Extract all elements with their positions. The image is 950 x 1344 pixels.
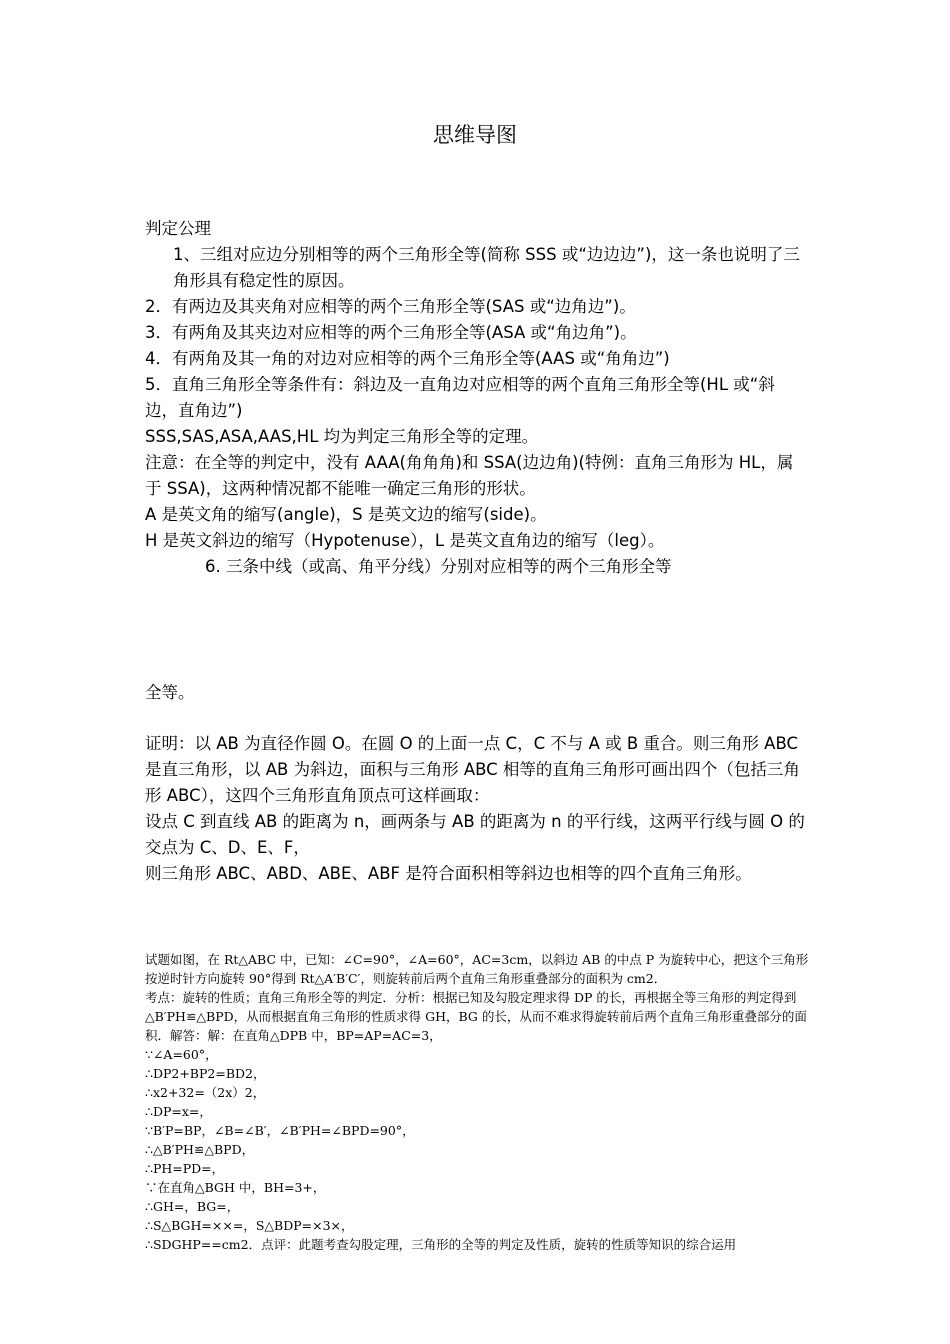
- paragraph-asa: 3．有两角及其夹边对应相等的两个三角形全等(ASA 或“角边角”)。: [145, 323, 637, 342]
- paragraph-theorems: SSS,SAS,ASA,AAS,HL 均为判定三角形全等的定理。: [145, 427, 539, 446]
- paragraph-proof: 证明：以 AB 为直径作圆 O。在圆 O 的上面一点 C，C 不与 A 或 B 重合。则三角形 ABC 是直三角形，以 AB 为斜边，面积与三角形 ABC 相等的直角三角形可画出四个（包括三角形 ABC），这四个三角形直角顶点可这样画取：: [145, 734, 800, 805]
- exercise-line: ∵B′P=BP，∠B=∠B′，∠B′PH=∠BPD=90°，: [145, 1123, 415, 1138]
- exercise-line: ∴GH=，BG=，: [145, 1199, 240, 1214]
- page-title: 思维导图: [433, 123, 517, 147]
- paragraph-conclusion: 则三角形 ABC、ABD、ABE、ABF 是符合面积相等斜边也相等的四个直角三角形。: [145, 864, 752, 883]
- exercise-line: 考点：旋转的性质；直角三角形全等的判定．分析：根据已知及勾股定理求得 DP 的长，再根据全等三角形的判定得到△B′PH≌△BPD，从而根据直角三角形的性质求得 GH，BG 的长，从而不难求得旋转前后两个直角三角形重叠部分的面积．解答：解：在直角△DPB 中，BP=AP=AC=3，: [145, 990, 807, 1043]
- paragraph-medians: 6. 三条中线（或高、角平分线）分别对应相等的两个三角形全等: [205, 557, 672, 576]
- paragraph-congruent: 全等。: [145, 683, 195, 702]
- congruent-section: [145, 680, 807, 706]
- exercise-line: ∵在直角△BGH 中，BH=3+，: [145, 1180, 326, 1195]
- proof-section: [145, 731, 807, 887]
- exercise-line: ∴SDGHP==cm2．点评：此题考查勾股定理，三角形的全等的判定及性质，旋转的性质等知识的综合运用: [145, 1237, 737, 1252]
- exercise-section: [145, 950, 810, 1254]
- exercise-line: ∵∠A=60°，: [145, 1047, 218, 1062]
- exercise-line: 试题如图，在 Rt△ABC 中，已知：∠C=90°，∠A=60°，AC=3cm，以斜边 AB 的中点 P 为旋转中心，把这个三角形按逆时针方向旋转 90°得到 Rt△A′B′C′，则旋转前后两个直角三角形重叠部分的面积为 cm2．: [145, 952, 809, 986]
- exercise-line: ∴△B′PH≌△BPD，: [145, 1142, 255, 1157]
- exercise-line: ∴PH=PD=，: [145, 1161, 225, 1176]
- paragraph-aas: 4．有两角及其一角的对边对应相等的两个三角形全等(AAS 或“角角边”): [145, 349, 670, 368]
- paragraph-distance: 设点 C 到直线 AB 的距离为 n，画两条与 AB 的距离为 n 的平行线，这两平行线与圆 O 的交点为 C、D、E、F，: [145, 812, 805, 857]
- exercise-line: ∴DP2+BP2=BD2，: [145, 1066, 266, 1081]
- paragraph-sas: 2．有两边及其夹角对应相等的两个三角形全等(SAS 或“边角边”)。: [145, 297, 636, 316]
- paragraph-hl: 5．直角三角形全等条件有：斜边及一直角边对应相等的两个直角三角形全等(HL 或“斜边，直角边”): [145, 375, 775, 420]
- paragraph-angle-side: A 是英文角的缩写(angle)，S 是英文边的缩写(side)。: [145, 505, 547, 524]
- section-heading: 判定公理: [145, 219, 211, 238]
- exercise-line: ∴x2+32=（2x）2，: [145, 1085, 266, 1100]
- exercise-line: ∴S△BGH=××=，S△BDP=×3×，: [145, 1218, 354, 1233]
- congruence-axioms-section: [145, 216, 807, 580]
- paragraph-hypotenuse-leg: H 是英文斜边的缩写（Hypotenuse），L 是英文直角边的缩写（leg）。: [145, 531, 665, 550]
- paragraph-note: 注意：在全等的判定中，没有 AAA(角角角)和 SSA(边边角)(特例：直角三角形为 HL，属于 SSA)，这两种情况都不能唯一确定三角形的形状。: [145, 453, 794, 498]
- exercise-line: ∴DP=x=，: [145, 1104, 212, 1119]
- paragraph-sss: 1、三组对应边分别相等的两个三角形全等(简称 SSS 或“边边边”)，这一条也说明了三角形具有稳定性的原因。: [173, 245, 800, 290]
